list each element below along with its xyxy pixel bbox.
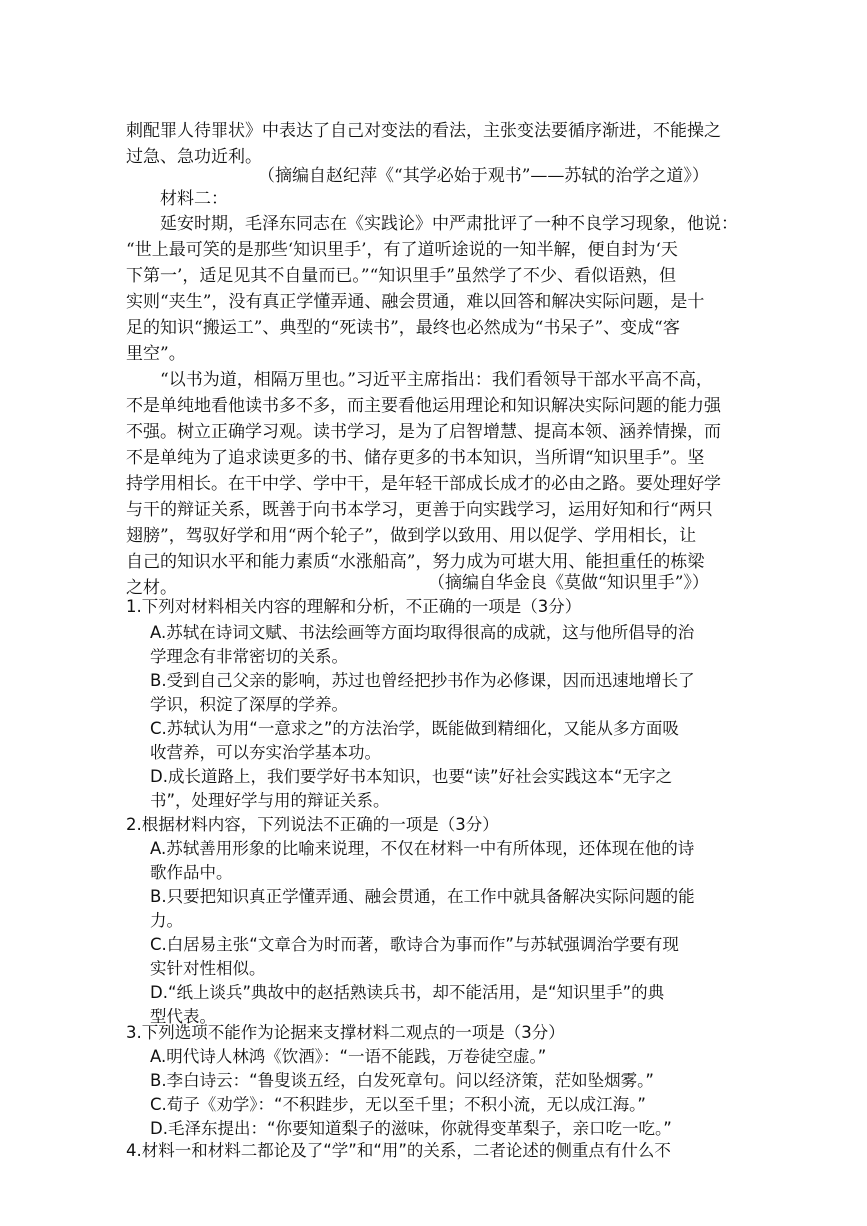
- question-1-option-c-cont: 收营养，可以夯实治学基本功。: [150, 743, 381, 762]
- question-2-option-b: B.只要把知识真正学懂弄通、融会贯通，在工作中就具备解决实际问题的能: [150, 887, 695, 906]
- material-one-line-1: 刺配罪人待罪状》中表达了自己对变法的看法，主张变法要循序渐进，不能操之: [126, 121, 721, 141]
- material-two-p1-line: 实则“夹生”，没有真正学懂弄通、融会贯通，难以回答和解决实际问题，是十: [126, 292, 705, 312]
- question-1-option-a-cont: 学理念有非常密切的关系。: [150, 647, 348, 666]
- material-two-p2-line: “以书为道，相隔万里也。”习近平主席指出：我们看领导干部水平高不高，: [160, 370, 713, 390]
- material-two-p1-line: 下第一’，适足见其不自量而已。”“知识里手”虽然学了不少、看似语熟，但: [126, 266, 676, 286]
- question-2-stem: 2.根据材料内容，下列说法不正确的一项是（3分）: [126, 815, 499, 834]
- question-2-option-a-cont: 歌作品中。: [150, 863, 233, 882]
- question-2-option-c: C.白居易主张“文章合为时而著，歌诗合为事而作”与苏轼强调治学要有现: [150, 935, 679, 954]
- question-1-stem: 1.下列对材料相关内容的理解和分析，不正确的一项是（3分）: [126, 597, 582, 616]
- material-one-source: （摘编自赵纪萍《“其学必始于观书”——苏轼的治学之道》）: [258, 166, 709, 186]
- material-two-p2-line: 不是单纯地看他读书多不多，而主要看他运用理论和知识解决实际问题的能力强: [126, 396, 721, 416]
- material-two-p1-line: 里空”。: [126, 344, 186, 364]
- question-2-option-d-cont: 型代表。: [150, 1007, 216, 1026]
- question-4-stem: 4.材料一和材料二都论及了“学”和“用”的关系，二者论述的侧重点有什么不: [126, 1141, 671, 1160]
- question-1-option-c: C.苏轼认为用“一意求之”的方法治学，既能做到精细化，又能从多方面吸: [150, 719, 679, 738]
- material-two-p2-line: 持学用相长。在干中学、学中干，是年轻干部成长成才的必由之路。要处理好学: [126, 474, 721, 494]
- question-2-option-b-cont: 力。: [150, 911, 183, 930]
- question-1-option-d-cont: 书”，处理好学与用的辩证关系。: [150, 791, 390, 810]
- material-two-p2-line: 与干的辩证关系，既善于向书本学习，更善于向实践学习，运用好知和行“两只: [126, 500, 713, 520]
- question-2-option-a: A.苏轼善用形象的比喻来说理，不仅在材料一中有所体现，还体现在他的诗: [150, 839, 695, 858]
- material-two-p1-line: “世上最可笑的是那些‘知识里手’，有了道听途说的一知半解，便自封为‘天: [126, 240, 678, 260]
- question-3-option-a: A.明代诗人林鸿《饮酒》：“一语不能践，万卷徒空虚。”: [150, 1047, 547, 1066]
- material-two-p2-line: 翅膀”，驾驭好学和用“两个轮子”，做到学以致用、用以促学、学用相长，让: [126, 526, 697, 546]
- material-two-p1-line: 延安时期，毛泽东同志在《实践论》中严肃批评了一种不良学习现象，他说：: [160, 214, 738, 234]
- question-3-option-d: D.毛泽东提出：“你要知道梨子的滋味，你就得变革梨子，亲口吃一吃。”: [150, 1119, 672, 1138]
- question-1-option-b: B.受到自己父亲的影响，苏过也曾经把抄书作为必修课，因而迅速地增长了: [150, 671, 695, 690]
- question-1-option-a: A.苏轼在诗词文赋、书法绘画等方面均取得很高的成就，这与他所倡导的治: [150, 623, 695, 642]
- question-3-stem: 3.下列选项不能作为论据来支撑材料二观点的一项是（3分）: [126, 1023, 565, 1042]
- question-2-option-d: D.“纸上谈兵”典故中的赵括熟读兵书，却不能活用，是“知识里手”的典: [150, 983, 665, 1002]
- material-two-p2-line: 之材。: [126, 578, 177, 598]
- question-1-option-b-cont: 学识，积淀了深厚的学养。: [150, 695, 348, 714]
- material-two-source: （摘编自华金良《莫做“知识里手”》）: [428, 573, 709, 593]
- question-1-option-d: D.成长道路上，我们要学好书本知识，也要“读”好社会实践这本“无字之: [150, 767, 673, 786]
- question-3-option-b: B.李白诗云：“鲁叟谈五经，白发死章句。问以经济策，茫如坠烟雾。”: [150, 1071, 654, 1090]
- material-two-heading: 材料二：: [160, 189, 228, 209]
- material-two-p2-line: 不是单纯为了追求读更多的书、储存更多的书本知识，当所谓“知识里手”。坚: [126, 448, 705, 468]
- material-one-line-2: 过急、急功近利。: [126, 147, 262, 167]
- material-two-p2-line: 不强。树立正确学习观。读书学习，是为了启智增慧、提高本领、涵养情操，而: [126, 422, 721, 442]
- material-two-p2-line: 自己的知识水平和能力素质“水涨船高”，努力成为可堪大用、能担重任的栋梁: [126, 552, 705, 572]
- question-3-option-c: C.荀子《劝学》：“不积跬步，无以至千里；不积小流，无以成江海。”: [150, 1095, 646, 1114]
- material-two-p1-line: 足的知识“搬运工”、典型的“死读书”，最终也必然成为“书呆子”、变成“客: [126, 318, 680, 338]
- question-2-option-c-cont: 实针对性相似。: [150, 959, 266, 978]
